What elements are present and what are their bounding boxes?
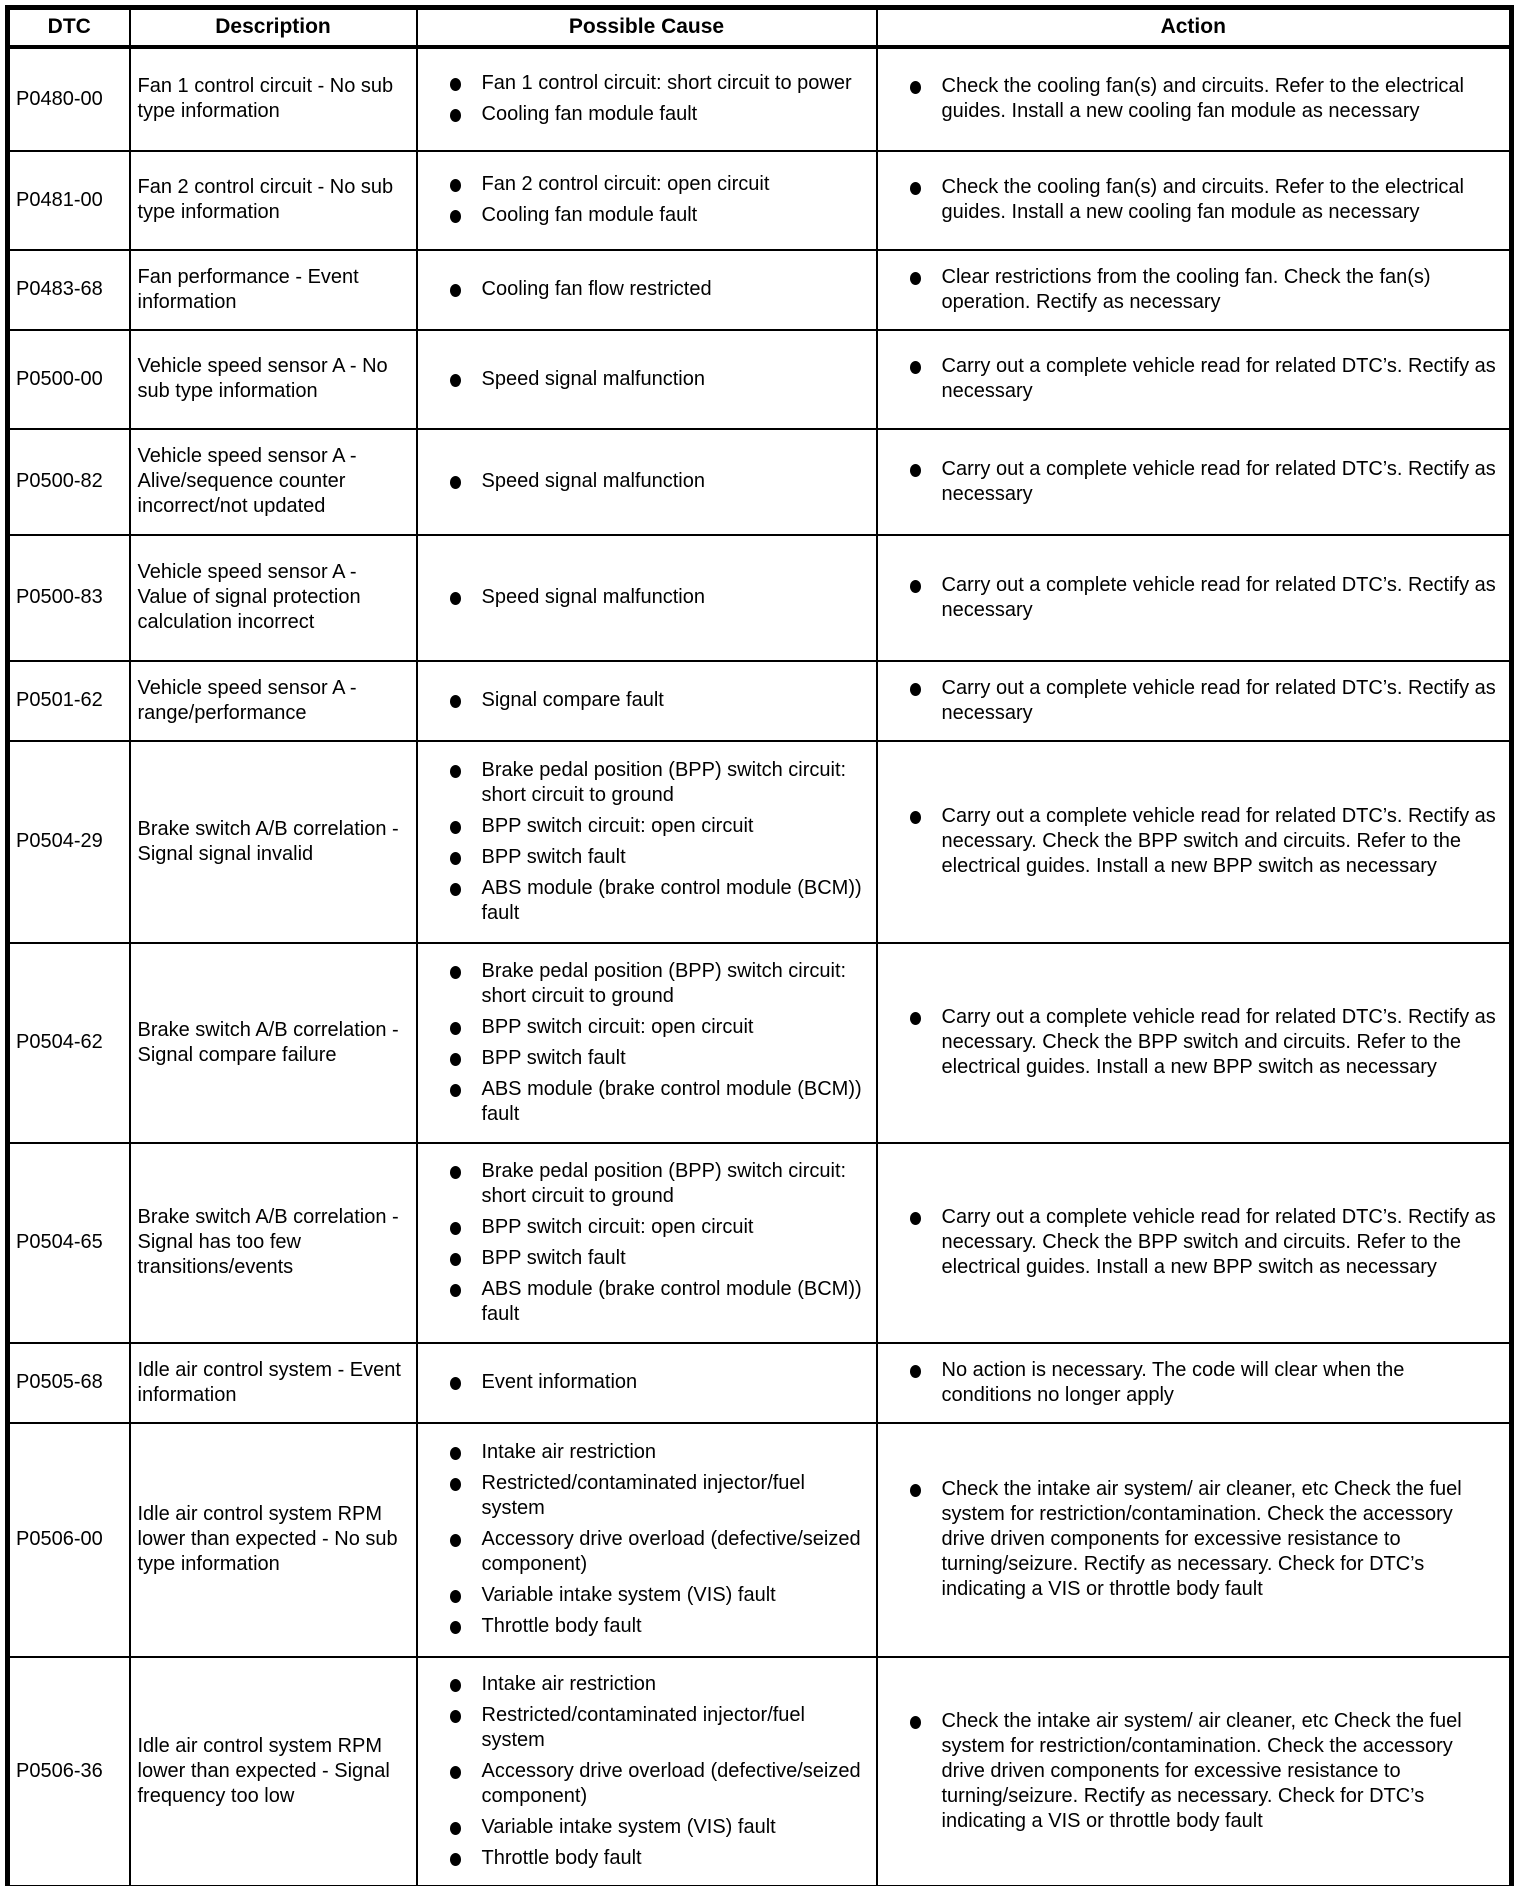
action-item: Carry out a complete vehicle read for related DTC’s. Rectify as necessary	[908, 354, 1498, 404]
possible-cause-list	[417, 1657, 877, 1886]
dtc-description: Fan 1 control circuit - No sub type information	[130, 47, 417, 151]
action-list	[877, 250, 1512, 330]
possible-cause-item: ABS module (brake control module (BCM)) fault	[448, 876, 864, 926]
table-row	[8, 741, 1512, 943]
dtc-code: P0506-36	[8, 1657, 130, 1886]
table-row	[8, 1143, 1512, 1343]
action-list	[877, 151, 1512, 250]
table-row	[8, 1343, 1512, 1423]
possible-cause-item: Cooling fan flow restricted	[448, 277, 864, 302]
dtc-description: Idle air control system RPM lower than expected - Signal frequency too low	[130, 1657, 417, 1886]
dtc-description: Brake switch A/B correlation - Signal compare failure	[130, 943, 417, 1143]
action-item: Carry out a complete vehicle read for related DTC’s. Rectify as necessary	[908, 457, 1498, 507]
possible-cause-item: Speed signal malfunction	[448, 469, 864, 494]
table-row	[8, 661, 1512, 741]
possible-cause-item: BPP switch fault	[448, 1246, 864, 1271]
possible-cause-item: Cooling fan module fault	[448, 102, 864, 127]
dtc-table	[5, 5, 1514, 1886]
table-row	[8, 943, 1512, 1143]
possible-cause-item: Intake air restriction	[448, 1672, 864, 1697]
action-item: Check the cooling fan(s) and circuits. Refer to the electrical guides. Install a new cooling fan module as necessary	[908, 74, 1498, 124]
possible-cause-item: ABS module (brake control module (BCM)) fault	[448, 1277, 864, 1327]
possible-cause-item: Brake pedal position (BPP) switch circuit: short circuit to ground	[448, 959, 864, 1009]
action-list	[877, 661, 1512, 741]
table-row	[8, 47, 1512, 151]
action-list	[877, 741, 1512, 943]
action-list	[877, 47, 1512, 151]
dtc-description: Vehicle speed sensor A - No sub type information	[130, 330, 417, 429]
possible-cause-list	[417, 330, 877, 429]
possible-cause-list	[417, 1343, 877, 1423]
dtc-code: P0504-62	[8, 943, 130, 1143]
table-row	[8, 250, 1512, 330]
dtc-code: P0506-00	[8, 1423, 130, 1657]
possible-cause-list	[417, 151, 877, 250]
possible-cause-list	[417, 741, 877, 943]
possible-cause-item: BPP switch fault	[448, 1046, 864, 1071]
possible-cause-item: Variable intake system (VIS) fault	[448, 1815, 864, 1840]
dtc-code: P0483-68	[8, 250, 130, 330]
action-list	[877, 1343, 1512, 1423]
possible-cause-item: Speed signal malfunction	[448, 585, 864, 610]
action-list	[877, 943, 1512, 1143]
header-action: Action	[877, 8, 1512, 47]
possible-cause-item: Signal compare fault	[448, 688, 864, 713]
action-item: Check the intake air system/ air cleaner, etc Check the fuel system for restriction/contamination. Check the accessory drive driven components for excessive resistance to turning/seizure. Rectify as necessary. Check for DTC’s indicating a VIS or throttle body fault	[908, 1477, 1498, 1602]
header-dtc: DTC	[8, 8, 130, 47]
possible-cause-item: BPP switch fault	[448, 845, 864, 870]
possible-cause-item: Cooling fan module fault	[448, 203, 864, 228]
possible-cause-item: Variable intake system (VIS) fault	[448, 1583, 864, 1608]
possible-cause-list	[417, 429, 877, 535]
dtc-code: P0500-83	[8, 535, 130, 661]
possible-cause-item: Throttle body fault	[448, 1846, 864, 1871]
action-list	[877, 1657, 1512, 1886]
possible-cause-list	[417, 250, 877, 330]
action-list	[877, 330, 1512, 429]
possible-cause-item: Intake air restriction	[448, 1440, 864, 1465]
action-item: Clear restrictions from the cooling fan. Check the fan(s) operation. Rectify as necessary	[908, 265, 1498, 315]
action-list	[877, 1143, 1512, 1343]
action-item: Check the cooling fan(s) and circuits. Refer to the electrical guides. Install a new cooling fan module as necessary	[908, 175, 1498, 225]
possible-cause-item: ABS module (brake control module (BCM)) fault	[448, 1077, 864, 1127]
action-item: Carry out a complete vehicle read for related DTC’s. Rectify as necessary	[908, 573, 1498, 623]
dtc-description: Brake switch A/B correlation - Signal signal invalid	[130, 741, 417, 943]
possible-cause-list	[417, 661, 877, 741]
action-item: No action is necessary. The code will clear when the conditions no longer apply	[908, 1358, 1498, 1408]
dtc-code: P0505-68	[8, 1343, 130, 1423]
action-item: Carry out a complete vehicle read for related DTC’s. Rectify as necessary. Check the BPP switch and circuits. Refer to the electrical guides. Install a new BPP switch as necessary	[908, 1005, 1498, 1080]
dtc-code: P0500-00	[8, 330, 130, 429]
action-item: Check the intake air system/ air cleaner, etc Check the fuel system for restriction/contamination. Check the accessory drive driven components for excessive resistance to turning/seizure. Rectify as necessary. Check for DTC’s indicating a VIS or throttle body fault	[908, 1709, 1498, 1834]
dtc-description: Fan 2 control circuit - No sub type information	[130, 151, 417, 250]
dtc-code: P0504-65	[8, 1143, 130, 1343]
possible-cause-item: BPP switch circuit: open circuit	[448, 1215, 864, 1240]
header-description: Description	[130, 8, 417, 47]
dtc-code: P0500-82	[8, 429, 130, 535]
dtc-description: Vehicle speed sensor A - Alive/sequence counter incorrect/not updated	[130, 429, 417, 535]
table-row	[8, 1657, 1512, 1886]
action-item: Carry out a complete vehicle read for related DTC’s. Rectify as necessary. Check the BPP switch and circuits. Refer to the electrical guides. Install a new BPP switch as necessary	[908, 1205, 1498, 1280]
table-row	[8, 429, 1512, 535]
possible-cause-list	[417, 1143, 877, 1343]
possible-cause-list	[417, 1423, 877, 1657]
possible-cause-item: Throttle body fault	[448, 1614, 864, 1639]
dtc-code: P0504-29	[8, 741, 130, 943]
dtc-code: P0480-00	[8, 47, 130, 151]
possible-cause-item: Restricted/contaminated injector/fuel system	[448, 1471, 864, 1521]
possible-cause-item: Accessory drive overload (defective/seized component)	[448, 1759, 864, 1809]
dtc-description: Idle air control system - Event information	[130, 1343, 417, 1423]
possible-cause-list	[417, 47, 877, 151]
possible-cause-list	[417, 943, 877, 1143]
possible-cause-item: Fan 1 control circuit: short circuit to power	[448, 71, 864, 96]
table-row	[8, 330, 1512, 429]
header-possible-cause: Possible Cause	[417, 8, 877, 47]
possible-cause-item: Restricted/contaminated injector/fuel system	[448, 1703, 864, 1753]
table-row	[8, 1423, 1512, 1657]
dtc-description: Idle air control system RPM lower than expected - No sub type information	[130, 1423, 417, 1657]
action-list	[877, 1423, 1512, 1657]
action-item: Carry out a complete vehicle read for related DTC’s. Rectify as necessary	[908, 676, 1498, 726]
possible-cause-item: BPP switch circuit: open circuit	[448, 1015, 864, 1040]
table-row	[8, 535, 1512, 661]
dtc-code: P0481-00	[8, 151, 130, 250]
dtc-description: Vehicle speed sensor A - range/performance	[130, 661, 417, 741]
possible-cause-item: Event information	[448, 1370, 864, 1395]
possible-cause-item: Accessory drive overload (defective/seized component)	[448, 1527, 864, 1577]
action-list	[877, 429, 1512, 535]
possible-cause-item: Brake pedal position (BPP) switch circuit: short circuit to ground	[448, 758, 864, 808]
dtc-code: P0501-62	[8, 661, 130, 741]
possible-cause-item: Fan 2 control circuit: open circuit	[448, 172, 864, 197]
header-row	[8, 8, 1512, 47]
possible-cause-item: Brake pedal position (BPP) switch circuit: short circuit to ground	[448, 1159, 864, 1209]
action-item: Carry out a complete vehicle read for related DTC’s. Rectify as necessary. Check the BPP switch and circuits. Refer to the electrical guides. Install a new BPP switch as necessary	[908, 804, 1498, 879]
dtc-description: Fan performance - Event information	[130, 250, 417, 330]
action-list	[877, 535, 1512, 661]
dtc-description: Brake switch A/B correlation - Signal has too few transitions/events	[130, 1143, 417, 1343]
possible-cause-item: BPP switch circuit: open circuit	[448, 814, 864, 839]
possible-cause-list	[417, 535, 877, 661]
dtc-description: Vehicle speed sensor A - Value of signal protection calculation incorrect	[130, 535, 417, 661]
possible-cause-item: Speed signal malfunction	[448, 367, 864, 392]
table-row	[8, 151, 1512, 250]
